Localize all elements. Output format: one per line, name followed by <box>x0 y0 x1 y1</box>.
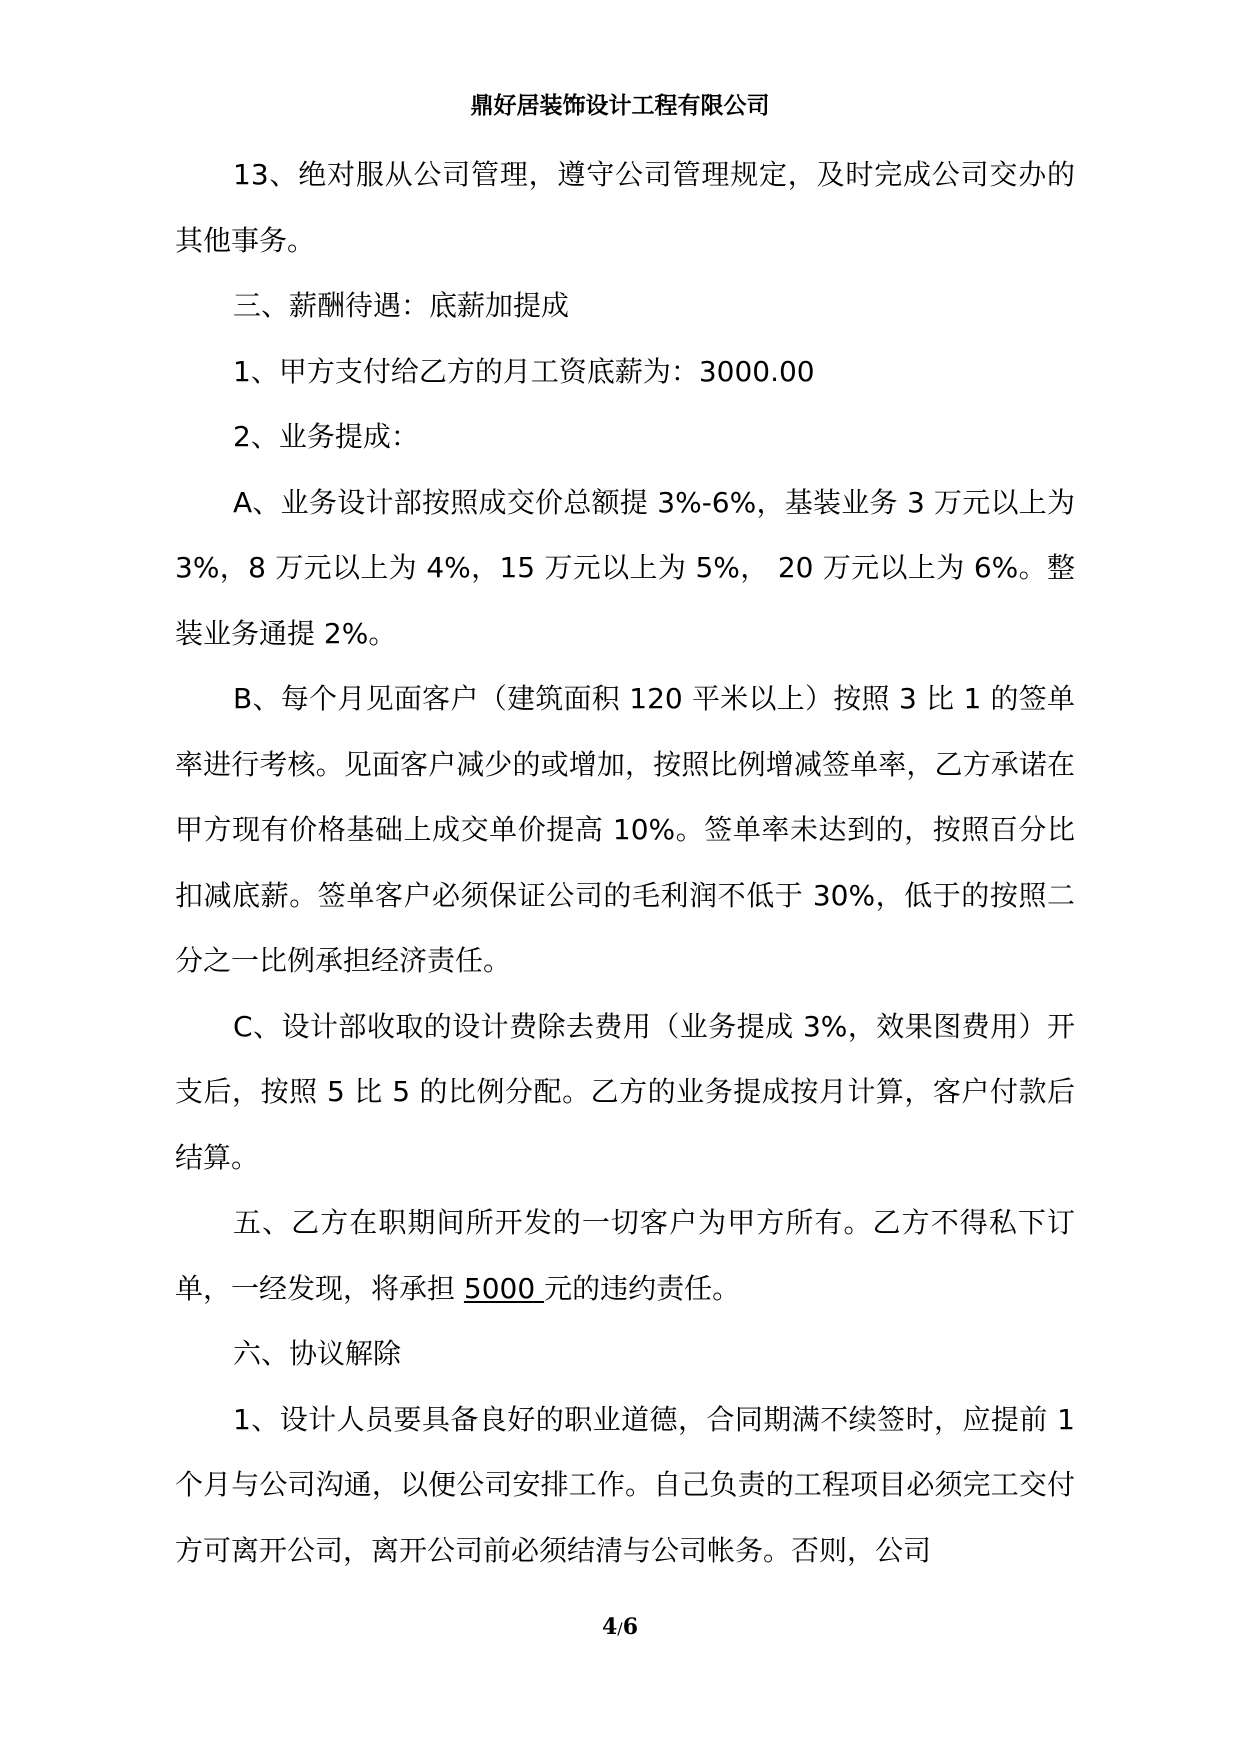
paragraph-commission-c: C、设计部收取的设计费除去费用（业务提成 3%，效果图费用）开支后，按照 5 比 5 的比例分配。乙方的业务提成按月计算，客户付款后结算。 <box>175 1009 1075 1174</box>
heading-salary: 三、薪酬待遇：底薪加提成 <box>233 289 570 322</box>
page-number <box>0 1613 1240 1643</box>
heading-termination: 六、协议解除 <box>233 1337 402 1370</box>
document-body <box>175 142 1075 1583</box>
penalty-amount: 5000 <box>463 1271 545 1305</box>
paragraph-commission-a: A、业务设计部按照成交价总额提 3%-6%，基装业务 3 万元以上为 3%，8 万元以上为 4%，15 万元以上为 5%， 20 万元以上为 6%。整装业务通提 2%。 <box>175 485 1075 650</box>
clients-ownership-text-after: 元的违约责任。 <box>544 1271 741 1305</box>
paragraph-commission-b: B、每个月见面客户（建筑面积 120 平米以上）按照 3 比 1 的签单率进行考核。见面客户减少的或增加，按照比例增减签单率，乙方承诺在甲方现有价格基础上成交单价提高 10%。签单率未达到的，按照百分比扣减底薪。签单客户必须保证公司的毛利润不低于 30%，低于的按照二分之一比例承担经济责任。 <box>175 682 1075 977</box>
page-separator: / <box>617 1619 623 1638</box>
clients-ownership-text-before: 五、乙方在职期间所开发的一切客户为甲方所有。乙方不得私下订单，一经发现，将承担 <box>175 1206 1075 1305</box>
paragraph-commission-title: 2、业务提成： <box>233 420 419 453</box>
paragraph-base-salary: 1、甲方支付给乙方的月工资底薪为：3000.00 <box>233 354 815 388</box>
page-current: 4 <box>601 1614 618 1640</box>
paragraph-termination-1: 1、设计人员要具备良好的职业道德，合同期满不续签时，应提前 1 个月与公司沟通，以便公司安排工作。自己负责的工程项目必须完工交付方可离开公司，离开公司前必须结清与公司帐务。否则，公司 <box>175 1402 1075 1567</box>
paragraph-obey-management: 13、绝对服从公司管理，遵守公司管理规定，及时完成公司交办的其他事务。 <box>175 158 1075 257</box>
page-header-company: 鼎好居装饰设计工程有限公司 <box>470 93 770 119</box>
paragraph-clients-ownership <box>175 1190 1075 1321</box>
page-total: 6 <box>622 1614 638 1640</box>
